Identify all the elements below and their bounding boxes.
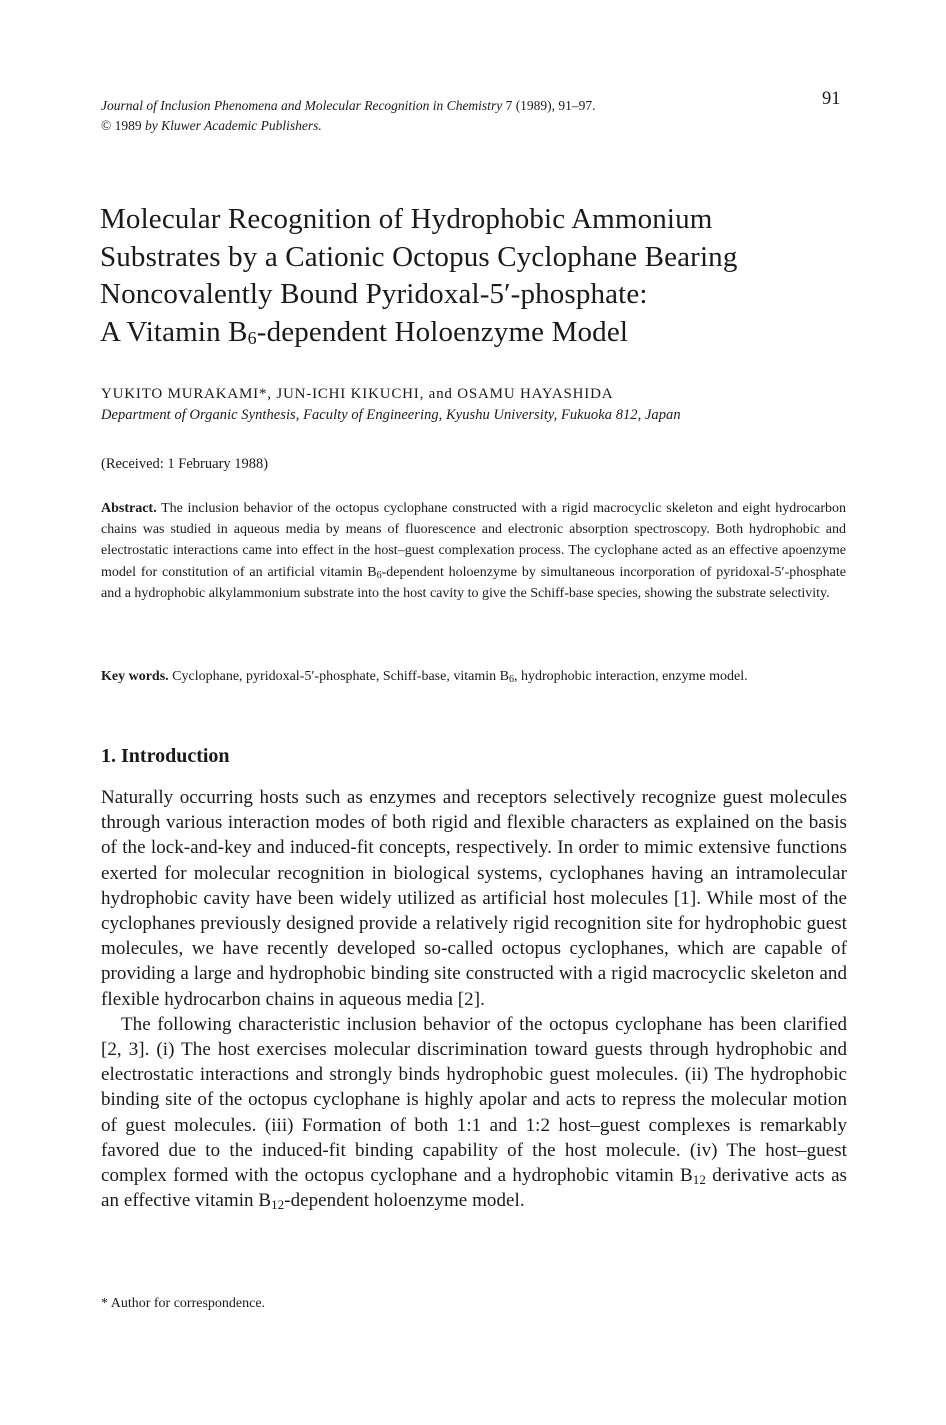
abstract: [101, 498, 846, 604]
copyright-prefix: © 1989: [101, 118, 146, 133]
title-line-4-start: A Vitamin B: [100, 315, 248, 348]
journal-issue: 7 (1989), 91–97.: [502, 98, 596, 113]
keywords-text-a: Cyclophane, pyridoxal-5′-phosphate, Schiff-base, vitamin B: [168, 669, 509, 684]
received-date: (Received: 1 February 1988): [101, 456, 269, 472]
journal-name: Journal of Inclusion Phenomena and Molecular Recognition in Chemistry: [101, 98, 503, 113]
abstract-label: Abstract.: [101, 501, 157, 516]
copyright-publisher: by Kluwer Academic Publishers.: [145, 118, 322, 133]
paragraph-2-c: -dependent holoenzyme model.: [284, 1190, 525, 1212]
paragraph-2-subscript-2: 12: [271, 1197, 285, 1213]
copyright-line: [101, 116, 596, 136]
keywords-subscript: 6: [508, 674, 514, 685]
page-number: 91: [822, 89, 841, 109]
paragraph-2-subscript-1: 12: [692, 1172, 706, 1188]
paragraph-2: [101, 1012, 847, 1214]
title-line-3: Noncovalently Bound Pyridoxal-5′-phosphate:: [100, 278, 648, 310]
paragraph-1: Naturally occurring hosts such as enzymes and receptors selectively recognize guest molecules through various interaction modes of both rigid and flexible characters as explained on the basis of the lock-and-key and induced-fit concepts, respectively. In order to mimic extensive functions exerted for molecular recognition in biological systems, cyclophanes having an intramolecular hydrophobic cavity have been widely utilized as artificial host molecules [1]. While most of the cyclophanes previously designed provide a relatively rigid recognition site for hydrophobic guest molecules, we have recently developed so-called octopus cyclophanes, which are capable of providing a large and hydrophobic binding site constructed with a rigid macrocyclic skeleton and flexible hydrocarbon chains in aqueous media [2].: [101, 787, 847, 1010]
paragraph-2-a: The following characteristic inclusion behavior of the octopus cyclophane has been clarified [2, 3]. (i) The host exercises molecular discrimination toward guests through hydrophobic and electrostatic interactions and strongly binds hydrophobic guest molecules. (ii) The hydrophobic binding site of the octopus cyclophane is highly apolar and acts to repress the molecular motion of guest molecules. (iii) Formation of both 1:1 and 1:2 host–guest complexes is remarkably favored due to the induced-fit binding capability of the host molecule. (iv) The host–guest complex formed with the octopus cyclophane and a hydrophobic vitamin B: [101, 1013, 847, 1187]
title-line-1: Molecular Recognition of Hydrophobic Ammonium: [100, 203, 713, 235]
journal-line: [101, 96, 596, 116]
abstract-text-a: The inclusion behavior of the octopus cyclophane constructed with a rigid macrocyclic skeleton and eight hydrocarbon chains was studied in aqueous media by means of fluorescence and electronic absorption spectroscopy. Both hydrophobic and electrostatic interactions came into effect in the host–guest complexation process. The cyclophane acted as an effective apoenzyme model for constitution of an artificial vitamin B: [101, 501, 846, 580]
journal-citation: [101, 96, 596, 136]
body-text: [101, 785, 847, 1213]
section-heading: 1. Introduction: [101, 745, 230, 767]
title-line-2: Substrates by a Cationic Octopus Cyclophane Bearing: [100, 240, 738, 273]
abstract-subscript: 6: [376, 569, 382, 581]
footnote: * Author for correspondence.: [101, 1296, 266, 1311]
title-line-4: [100, 314, 860, 352]
affiliation: Department of Organic Synthesis, Faculty of Engineering, Kyushu University, Fukuoka 812, Japan: [101, 407, 681, 423]
abstract-text-b: -dependent holoenzyme by simultaneous incorporation of pyridoxal-5′-phosphate and a hydrophobic alkylammonium substrate into the host cavity to give the Schiff-base species, showing the substrate selectivity.: [101, 564, 847, 601]
title-line-4-end: -dependent Holoenzyme Model: [256, 315, 629, 348]
title-subscript: 6: [247, 327, 257, 348]
authors: YUKITO MURAKAMI*, JUN-ICHI KIKUCHI, and OSAMU HAYASHIDA: [101, 386, 614, 402]
keywords: [101, 666, 846, 687]
paragraph-2-b: derivative acts as an effective vitamin B: [101, 1165, 847, 1212]
keywords-text-b: , hydrophobic interaction, enzyme model.: [513, 669, 748, 684]
keywords-label: Key words.: [101, 669, 169, 684]
paper-title: [100, 201, 860, 351]
